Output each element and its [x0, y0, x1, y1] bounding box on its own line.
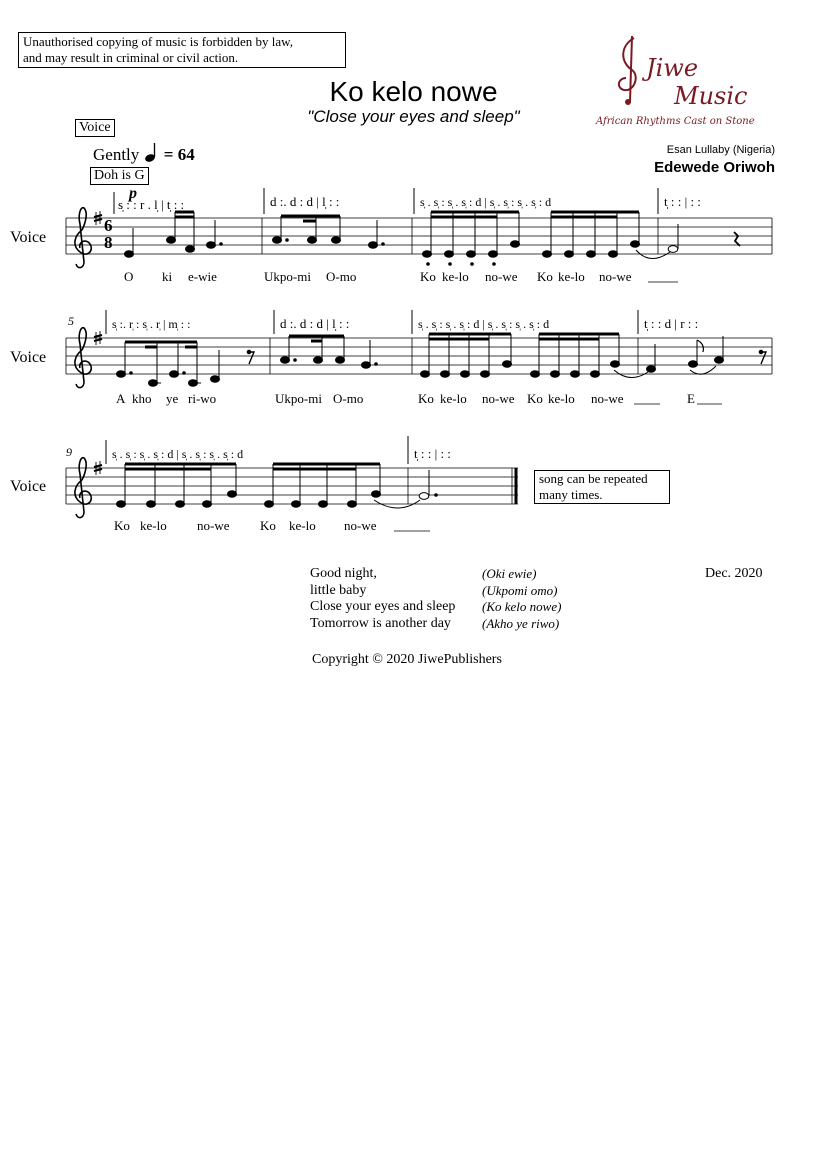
lyric-3-1: Ko: [114, 518, 130, 533]
lyric-1-7: ke-lo: [442, 269, 469, 284]
lyric-2-5: Ukpo-mi: [275, 391, 322, 406]
composer-name: Edewede Oriwoh: [654, 159, 775, 176]
lyric-1-5: O-mo: [326, 269, 357, 284]
solfa-2-1: s̩ :. r̩ : s̩ . r̩ | m̩ : :: [112, 317, 191, 331]
lyric-1-6: Ko: [420, 269, 436, 284]
solfa-1-3: s̩ . s̩ : s̩ . s̩ : d | s̩ . s̩ : s̩ . s̩ : d: [420, 195, 552, 209]
translation-esan: (Oki ewie): [482, 566, 537, 581]
translation-esan: (Akho ye riwo): [482, 615, 560, 631]
translation-row: [310, 599, 561, 616]
lyric-2-4: ri-wo: [188, 391, 217, 406]
lyric-1-10: ke-lo: [558, 269, 585, 284]
lyric-3-5: ke-lo: [289, 518, 316, 533]
solfa-3-1: s̩ . s̩ : s̩ . s̩ : d | s̩ . s̩ : s̩ . s̩ : d: [112, 447, 244, 461]
lyric-1-1: O: [124, 269, 134, 284]
logo-text-sub: Music: [674, 82, 748, 110]
solfa-2-2: d :. d : d | l̩ : :: [280, 316, 350, 331]
lyric-2-10: Ko: [527, 391, 543, 406]
translation-esan: (Ko kelo nowe): [482, 599, 562, 614]
translation-esan: (Ukpomi omo): [482, 582, 558, 598]
song-subtitle: "Close your eyes and sleep": [307, 107, 520, 126]
svg-text:8: 8: [104, 233, 113, 252]
lyric-2-1: A: [116, 391, 126, 406]
solfa-1-4: t̩ : : | : :: [664, 194, 701, 209]
lyric-3-2: ke-lo: [140, 518, 167, 533]
svg-text:6: 6: [104, 216, 113, 235]
lyric-2-7: Ko: [418, 391, 434, 406]
key-box: Doh is G: [90, 167, 149, 185]
logo-text-main: Jiwe: [646, 54, 699, 82]
notice-line-1: Unauthorised copying of music is forbidden by law,: [23, 34, 293, 49]
translation-english: Close your eyes and sleep: [310, 599, 456, 614]
lyric-2-9: no-we: [482, 391, 515, 406]
measure-number-9: 9: [66, 445, 72, 459]
lyric-1-4: Ukpo-mi: [264, 269, 311, 284]
lyric-1-8: no-we: [485, 269, 518, 284]
translation-table: [310, 566, 561, 632]
staff-label-2: Voice: [10, 349, 47, 366]
lyric-3-4: Ko: [260, 518, 276, 533]
lyric-2-3: ye: [166, 391, 179, 406]
logo-tagline: African Rhythms Cast on Stone: [596, 116, 755, 127]
repeat-note-line-1: song can be repeated: [539, 471, 648, 486]
lyric-1-11: no-we: [599, 269, 632, 284]
translation-english: Good night,: [310, 566, 377, 581]
system-1: [10, 185, 772, 284]
repeat-note-line-2: many times.: [539, 487, 603, 502]
translation-row: [310, 566, 561, 583]
system-3: [10, 436, 518, 533]
system-2: [10, 310, 772, 406]
composition-date: Dec. 2020: [705, 566, 763, 581]
repeat-note-box: [534, 470, 670, 504]
lyric-2-12: no-we: [591, 391, 624, 406]
song-origin: Esan Lullaby (Nigeria): [666, 144, 775, 156]
lyric-1-2: ki: [162, 269, 173, 284]
lyric-2-13: E: [687, 391, 695, 406]
translation-row: [310, 616, 561, 633]
lyric-2-2: kho: [132, 391, 152, 406]
notice-line-2: and may result in criminal or civil action.: [23, 50, 239, 65]
translation-row: [310, 583, 561, 600]
copyright-line: Copyright © 2020 JiwePublishers: [312, 652, 502, 667]
translation-english: little baby: [310, 582, 367, 598]
voice-label-box: Voice: [75, 119, 115, 137]
lyric-2-6: O-mo: [333, 391, 364, 406]
solfa-1-2: d :. d : d | l̩ : :: [270, 194, 340, 209]
solfa-3-2: t̩ : : | : :: [414, 446, 451, 461]
music-score: [0, 0, 827, 560]
lyric-3-6: no-we: [344, 518, 377, 533]
tempo-word: Gently: [93, 145, 140, 164]
solfa-1-1: s̩ : : r . l̩ | t̩ : :: [118, 197, 185, 212]
solfa-2-3: s̩ . s̩ : s̩ . s̩ : d | s̩ . s̩ : s̩ . s̩ : d: [418, 317, 550, 331]
lyric-1-9: Ko: [537, 269, 553, 284]
lyric-2-11: ke-lo: [548, 391, 575, 406]
lyric-1-3: e-wie: [188, 269, 217, 284]
lyric-2-8: ke-lo: [440, 391, 467, 406]
staff-label-1: Voice: [10, 229, 47, 246]
song-title: Ko kelo nowe: [329, 76, 498, 107]
measure-number-5: 5: [68, 314, 74, 328]
dynamic-marking: p: [129, 185, 137, 202]
lyric-3-3: no-we: [197, 518, 230, 533]
translation-english: Tomorrow is another day: [310, 615, 451, 631]
solfa-2-4: t̩ : : d | r : :: [644, 316, 699, 331]
staff-label-3: Voice: [10, 478, 47, 495]
tempo-value: = 64: [163, 145, 195, 164]
